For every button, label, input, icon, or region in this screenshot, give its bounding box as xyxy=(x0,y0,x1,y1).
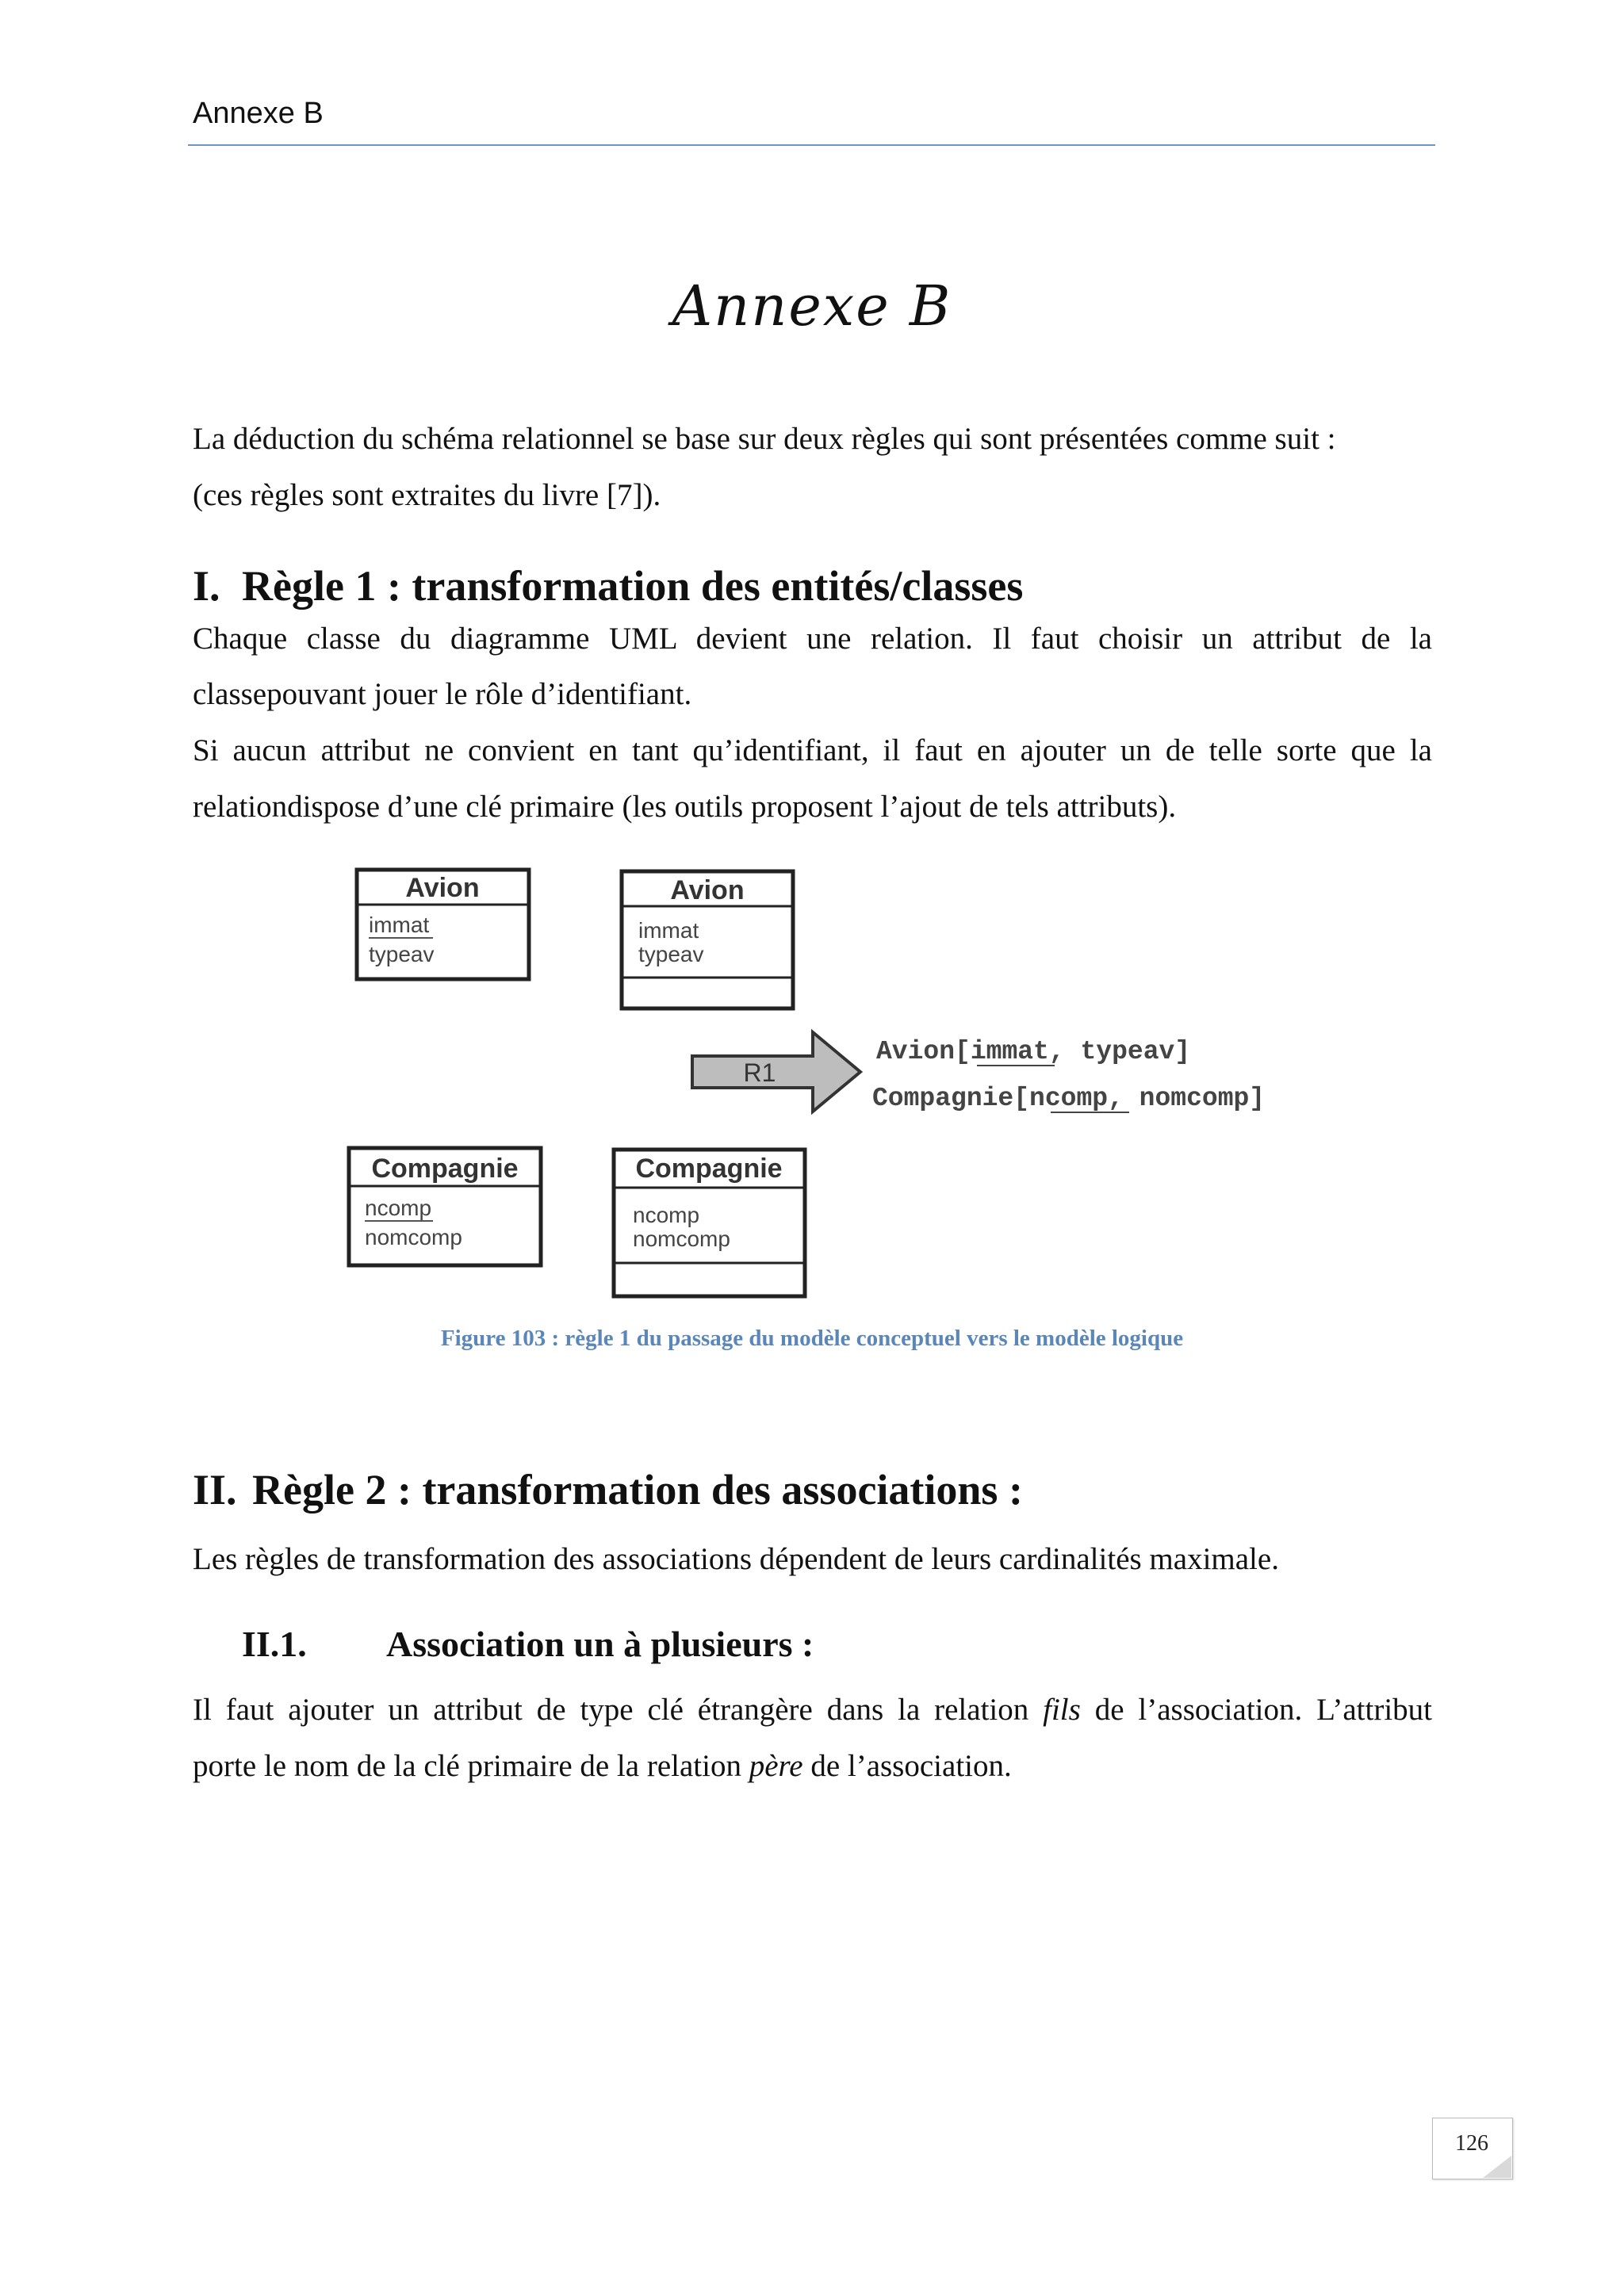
compagnie-attr-ncomp-right: ncomp xyxy=(633,1203,700,1227)
compagnie-attr-nomcomp-left: nomcomp xyxy=(365,1225,462,1249)
relation-compagnie: Compagnie[ncomp, nomcomp] xyxy=(872,1084,1266,1113)
section-2-para: Les règles de transformation des associations dépendent de leurs cardinalités maximale. xyxy=(193,1542,1279,1576)
subsection-2-1-number: II.1. xyxy=(242,1624,307,1664)
page-corner-fold xyxy=(1483,2156,1511,2178)
avion-attr-typeav-right: typeav xyxy=(638,942,704,966)
compagnie-title-right: Compagnie xyxy=(635,1154,783,1184)
section-1-para-2-line-2: relationdispose d’une clé primaire (les outils proposent l’ajout de tels attributs). xyxy=(193,790,1177,824)
r1-arrow-label: R1 xyxy=(743,1058,776,1087)
compagnie-title-left: Compagnie xyxy=(371,1154,519,1184)
compagnie-attr-nomcomp-right: nomcomp xyxy=(633,1226,730,1251)
subsection-para-line-2-a: porte le nom de la clé primaire de la relation xyxy=(193,1749,749,1783)
page-title: Annexe B xyxy=(672,274,952,339)
compagnie-class-box-simple xyxy=(349,1148,541,1265)
uml-to-relational-figure xyxy=(333,856,1332,1316)
subsection-para-line-1-a: Il faut ajouter un attribut de type clé étrangère dans la relation xyxy=(193,1693,1044,1727)
section-2-number: II. xyxy=(193,1466,237,1513)
relation-compagnie-key: ncomp xyxy=(1029,1084,1109,1113)
avion-class-box-simple xyxy=(357,870,529,979)
section-1-number: I. xyxy=(193,562,220,610)
section-1-para-1-line-1: Chaque classe du diagramme UML devient une relation. Il faut choisir un attribut de la xyxy=(193,622,1432,656)
intro-line-2: (ces règles sont extraites du livre [7]). xyxy=(193,478,661,512)
subsection-para-line-2-b: de l’association. xyxy=(802,1749,1012,1783)
relation-compagnie-name: Compagnie xyxy=(872,1084,1014,1113)
section-1-para-1-line-2: classepouvant jouer le rôle d’identifiant. xyxy=(193,677,692,711)
avion-attr-typeav-left: typeav xyxy=(369,942,435,966)
page-number: 126 xyxy=(1455,2131,1488,2156)
relation-avion: Avion[immat, typeav] xyxy=(876,1037,1191,1066)
subsection-2-1-heading xyxy=(242,1623,814,1665)
relation-compagnie-rest: , nomcomp] xyxy=(1108,1084,1266,1113)
r1-arrow xyxy=(692,1032,860,1112)
section-2-title: Règle 2 : transformation des associations : xyxy=(252,1466,1023,1513)
running-header: Annexe B xyxy=(193,97,324,130)
section-2-heading xyxy=(193,1465,1023,1514)
relation-avion-name: Avion xyxy=(876,1037,956,1066)
avion-class-box-full xyxy=(622,871,793,1008)
relation-avion-rest: , typeav] xyxy=(1048,1037,1191,1066)
compagnie-class-box-full xyxy=(614,1150,805,1296)
header-divider xyxy=(188,144,1435,146)
section-1-heading xyxy=(193,561,1023,610)
relation-avion-key: immat xyxy=(970,1037,1049,1066)
subsection-2-1-para-line-1 xyxy=(193,1682,1432,1738)
compagnie-attr-ncomp-left: ncomp xyxy=(365,1196,432,1220)
avion-attr-immat-left: immat xyxy=(369,913,430,937)
subsection-2-1-title: Association un à plusieurs : xyxy=(386,1624,814,1664)
subsection-para-pere: père xyxy=(749,1749,803,1783)
subsection-para-line-1-b: de l’association. L’attribut xyxy=(1080,1693,1432,1727)
figure-caption: Figure 103 : règle 1 du passage du modèle conceptuel vers le modèle logique xyxy=(440,1326,1184,1351)
avion-title-left: Avion xyxy=(405,873,480,903)
subsection-2-1-para-line-2 xyxy=(193,1738,1432,1794)
avion-attr-immat-right: immat xyxy=(638,918,699,943)
avion-title-right: Avion xyxy=(670,875,745,905)
intro-line-1: La déduction du schéma relationnel se base sur deux règles qui sont présentées comme suit : xyxy=(193,422,1336,456)
section-1-para-2-line-1: Si aucun attribut ne convient en tant qu’identifiant, il faut en ajouter un de telle sorte que la xyxy=(193,733,1432,767)
subsection-para-fils: fils xyxy=(1043,1693,1081,1727)
section-1-title: Règle 1 : transformation des entités/classes xyxy=(242,562,1024,610)
